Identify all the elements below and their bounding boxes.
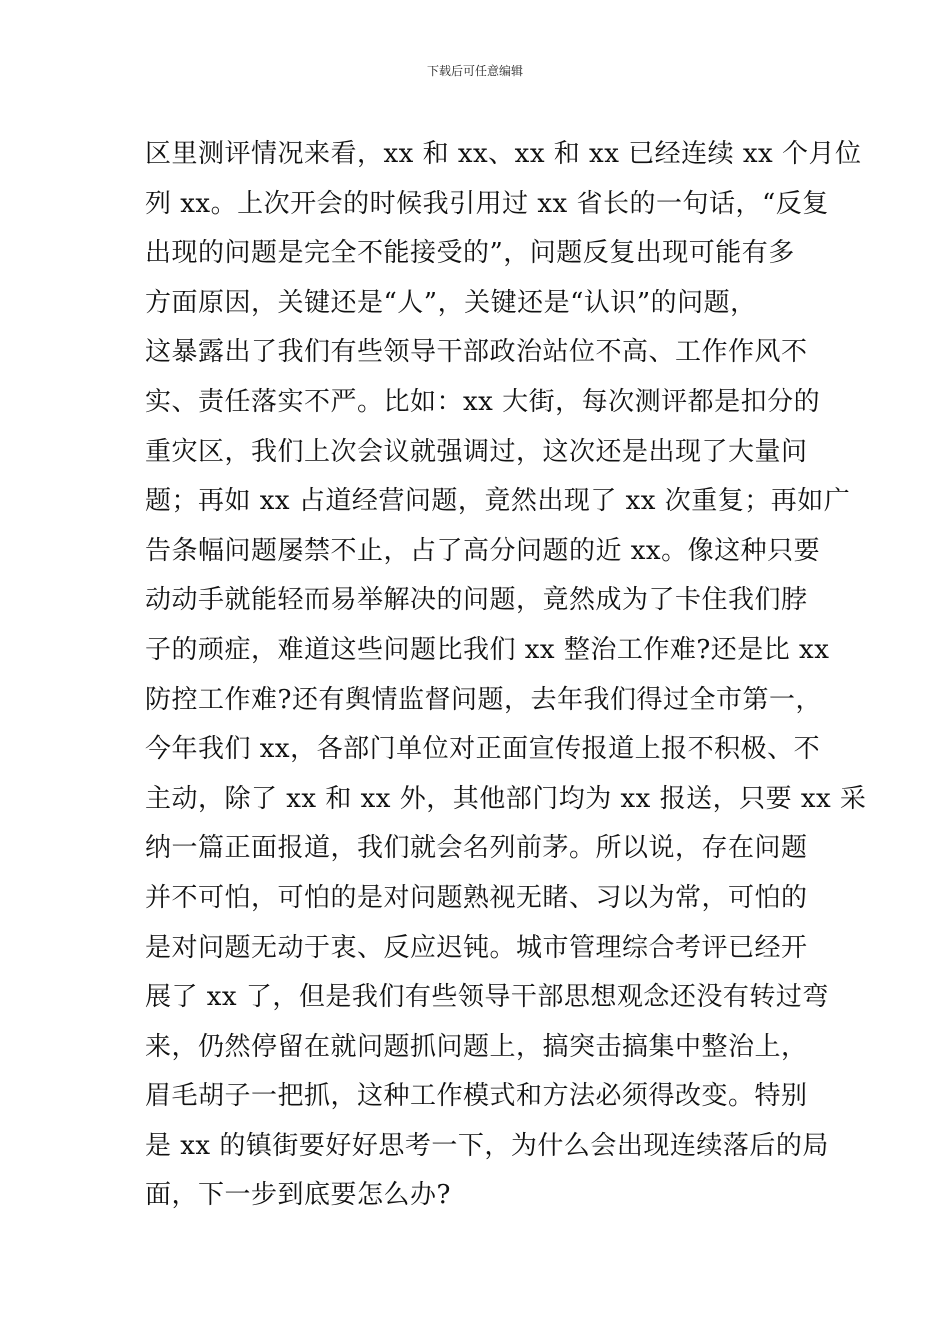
body-line: 面，下一步到底要怎么办? <box>145 1180 451 1211</box>
body-line: 题；再如 xx 占道经营问题，竟然出现了 xx 次重复；再如广 <box>145 486 851 517</box>
body-line: 告条幅问题屡禁不止，占了高分问题的近 xx。像这种只要 <box>145 535 821 566</box>
body-line: 重灾区，我们上次会议就强调过，这次还是出现了大量问 <box>145 436 808 467</box>
body-line: 来，仍然停留在就问题抓问题上，搞突击搞集中整治上， <box>145 1031 808 1062</box>
body-line: 列 xx。上次开会的时候我引用过 xx 省长的一句话，“反复 <box>145 188 829 219</box>
body-line: 实、责任落实不严。比如：xx 大街，每次测评都是扣分的 <box>145 386 821 417</box>
body-line: 动动手就能轻而易举解决的问题，竟然成为了卡住我们脖 <box>145 585 808 616</box>
body-line: 是对问题无动于衷、反应迟钝。城市管理综合考评已经开 <box>145 932 808 963</box>
body-line: 是 xx 的镇街要好好思考一下，为什么会出现连续落后的局 <box>145 1130 829 1161</box>
body-line: 今年我们 xx，各部门单位对正面宣传报道上报不积极、不 <box>145 734 821 765</box>
page-header: 下载后可任意编辑 <box>426 64 523 78</box>
body-line: 区里测评情况来看，xx 和 xx、xx 和 xx 已经连续 xx 个月位 <box>145 139 862 169</box>
body-line: 防控工作难?还有舆情监督问题，去年我们得过全市第一， <box>145 684 822 715</box>
body-line: 主动，除了 xx 和 xx 外，其他部门均为 xx 报送，只要 xx 采 <box>145 783 867 814</box>
body-line: 子的顽症，难道这些问题比我们 xx 整治工作难?还是比 xx <box>145 634 830 665</box>
body-line: 出现的问题是完全不能接受的”，问题反复出现可能有多 <box>145 238 795 269</box>
body-line: 眉毛胡子一把抓，这种工作模式和方法必须得改变。特别 <box>145 1081 808 1112</box>
body-line: 这暴露出了我们有些领导干部政治站位不高、工作作风不 <box>145 337 808 368</box>
body-line: 并不可怕，可怕的是对问题熟视无睹、习以为常，可怕的 <box>145 882 808 913</box>
body-line: 展了 xx 了，但是我们有些领导干部思想观念还没有转过弯 <box>145 982 829 1013</box>
document-body <box>145 130 867 1221</box>
body-line: 方面原因，关键还是“人”，关键还是“认识”的问题， <box>145 287 757 318</box>
body-line: 纳一篇正面报道，我们就会名列前茅。所以说，存在问题 <box>145 833 808 864</box>
